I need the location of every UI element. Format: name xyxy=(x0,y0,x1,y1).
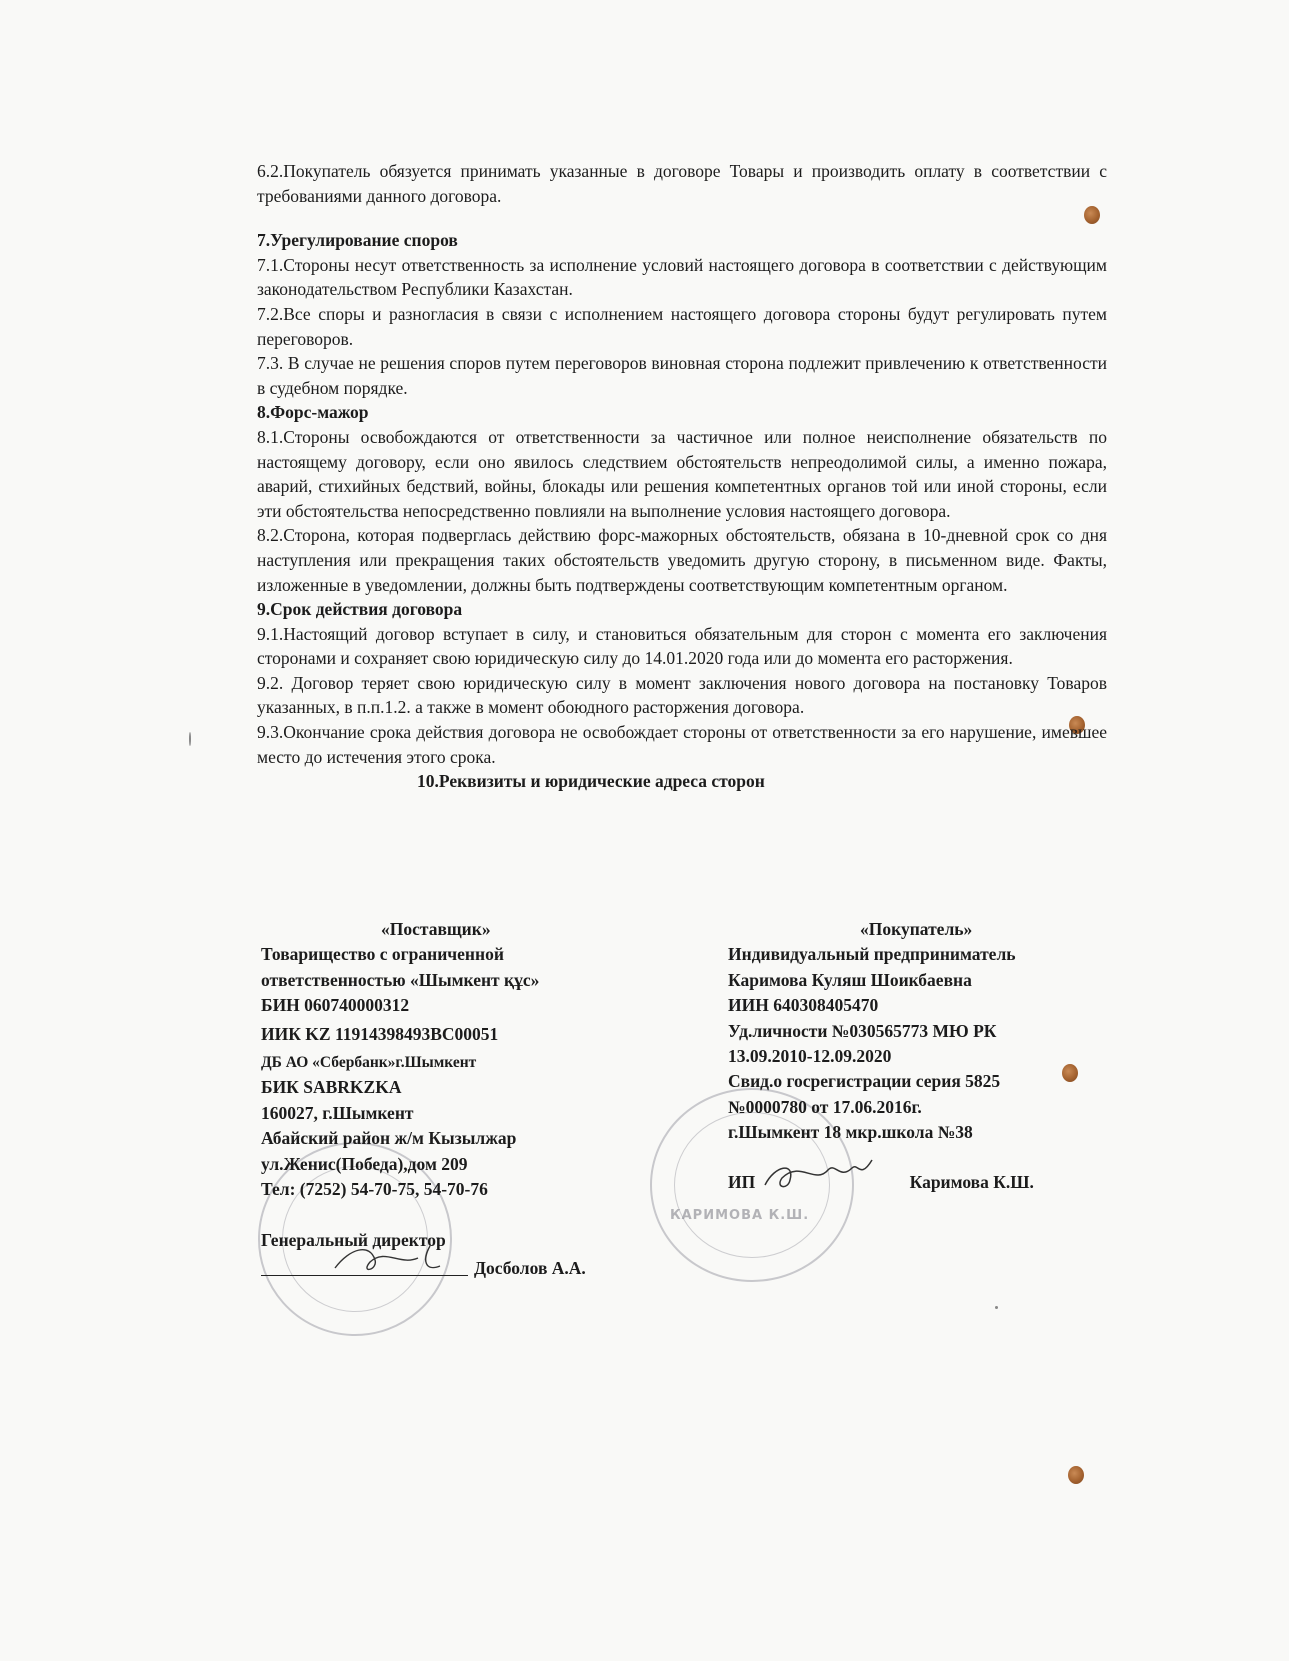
buyer-signature xyxy=(760,1150,880,1200)
buyer-sign-prefix: ИП xyxy=(728,1171,756,1192)
speck xyxy=(995,1306,998,1309)
supplier-postal: 160027, г.Шымкент xyxy=(261,1102,414,1123)
supplier-signature xyxy=(330,1238,470,1278)
clause-7-3: 7.3. В случае не решения споров путем переговоров виновная сторона подлежит привлечению к ответственности в судебном порядке. xyxy=(257,353,1107,398)
supplier-phone: Тел: (7252) 54-70-75, 54-70-76 xyxy=(261,1179,488,1200)
buyer-name-line1: Индивидуальный предприниматель xyxy=(728,944,1016,965)
heading-section-7: 7.Урегулирование споров xyxy=(257,230,458,251)
punch-hole xyxy=(1062,1064,1078,1082)
buyer-signer: Каримова К.Ш. xyxy=(909,1171,1034,1192)
heading-section-10: 10.Реквизиты и юридические адреса сторон xyxy=(417,771,765,792)
buyer-registration-line1: Свид.о госрегистрации серия 5825 xyxy=(728,1071,1001,1092)
supplier-signer: Досболов А.А. xyxy=(474,1257,586,1278)
supplier-iik: ИИК KZ 11914398493BC00051 xyxy=(261,1023,499,1044)
supplier-bank: ДБ АО «Сбербанк»г.Шымкент xyxy=(261,1054,477,1072)
buyer-name-line2: Каримова Куляш Шоикбаевна xyxy=(728,969,972,990)
supplier-street: ул.Жениc(Победа),дом 209 xyxy=(261,1153,468,1174)
clause-9-2: 9.2. Договор теряет свою юридическую силу в момент заключения нового договора на постановку Товаров указанных, в п.п.1.2. а также в момент обоюдного расторжения договора. xyxy=(257,672,1107,718)
clause-6-2: 6.2.Покупатель обязуется принимать указанные в договоре Товары и производить оплату в соответствии с требованиями данного договора. xyxy=(257,161,1107,206)
supplier-role: «Поставщик» xyxy=(381,919,491,939)
supplier-position: Генеральный директор xyxy=(261,1230,446,1251)
supplier-bin: БИН 060740000312 xyxy=(261,995,410,1016)
punch-hole xyxy=(1068,1466,1084,1484)
supplier-name-line2: ответственностью «Шымкент құс» xyxy=(261,969,540,990)
heading-section-9: 9.Срок действия договора xyxy=(257,599,463,620)
buyer-stamp-text: КАРИМОВА К.Ш. xyxy=(670,1208,810,1223)
clause-8-1: 8.1.Стороны освобождаются от ответственности за частичное или полное неисполнение обязательств по настоящему договору, если оно явилось следствием обстоятельств непреодолимой силы, а именно пожара, аварий, стихийных бедствий, войны, блокады или решения компетентных органов той или иной стороны, если эти обстоятельства непосредственно повлияли на выполнение условия настоящего договора. xyxy=(257,426,1107,521)
clause-7-2: 7.2.Все споры и разногласия в связи с исполнением настоящего договора стороны будут регулировать путем переговоров. xyxy=(257,303,1107,349)
clause-9-1: 9.1.Настоящий договор вступает в силу, и становиться обязательным для сторон с момента его заключения сторонами и сохраняет свою юридическую силу до 14.01.2020 года или до момента его расторжения. xyxy=(257,623,1107,669)
speck xyxy=(189,732,191,746)
contract-body xyxy=(257,159,1107,794)
supplier-district: Абайский район ж/м Кызылжар xyxy=(261,1128,517,1149)
clause-7-1: 7.1.Стороны несут ответственность за исполнение условий настоящего договора в соответствии с действующим законодательством Республики Казахстан. xyxy=(257,254,1107,300)
supplier-requisites xyxy=(261,917,586,1281)
clause-8-2: 8.2.Сторона, которая подверглась действию форс-мажорных обстоятельств, обязана в 10-дневной срок со дня наступления или прекращения таких обстоятельств уведомить другую сторону, в письменном виде. Факты, изложенные в уведомлении, должны быть подтверждены соответствующим компетентным органом. xyxy=(257,525,1107,595)
buyer-id-dates: 13.09.2010-12.09.2020 xyxy=(728,1046,892,1067)
supplier-name-line1: Товарищество с ограниченной xyxy=(261,944,504,965)
buyer-registration-line2: №0000780 от 17.06.2016г. xyxy=(728,1096,922,1117)
clause-9-3: 9.3.Окончание срока действия договора не освобождает стороны от ответственности за его нарушение, имевшее место до истечения этого срока. xyxy=(257,722,1107,767)
buyer-id-document: Уд.личности №030565773 МЮ РК xyxy=(728,1020,997,1041)
buyer-iin: ИИН 640308405470 xyxy=(728,995,879,1016)
supplier-bik: БИК SABRKZKA xyxy=(261,1077,402,1098)
buyer-address: г.Шымкент 18 мкр.школа №38 xyxy=(728,1122,973,1143)
buyer-role: «Покупатель» xyxy=(860,919,973,939)
heading-section-8: 8.Форс-мажор xyxy=(257,402,369,423)
